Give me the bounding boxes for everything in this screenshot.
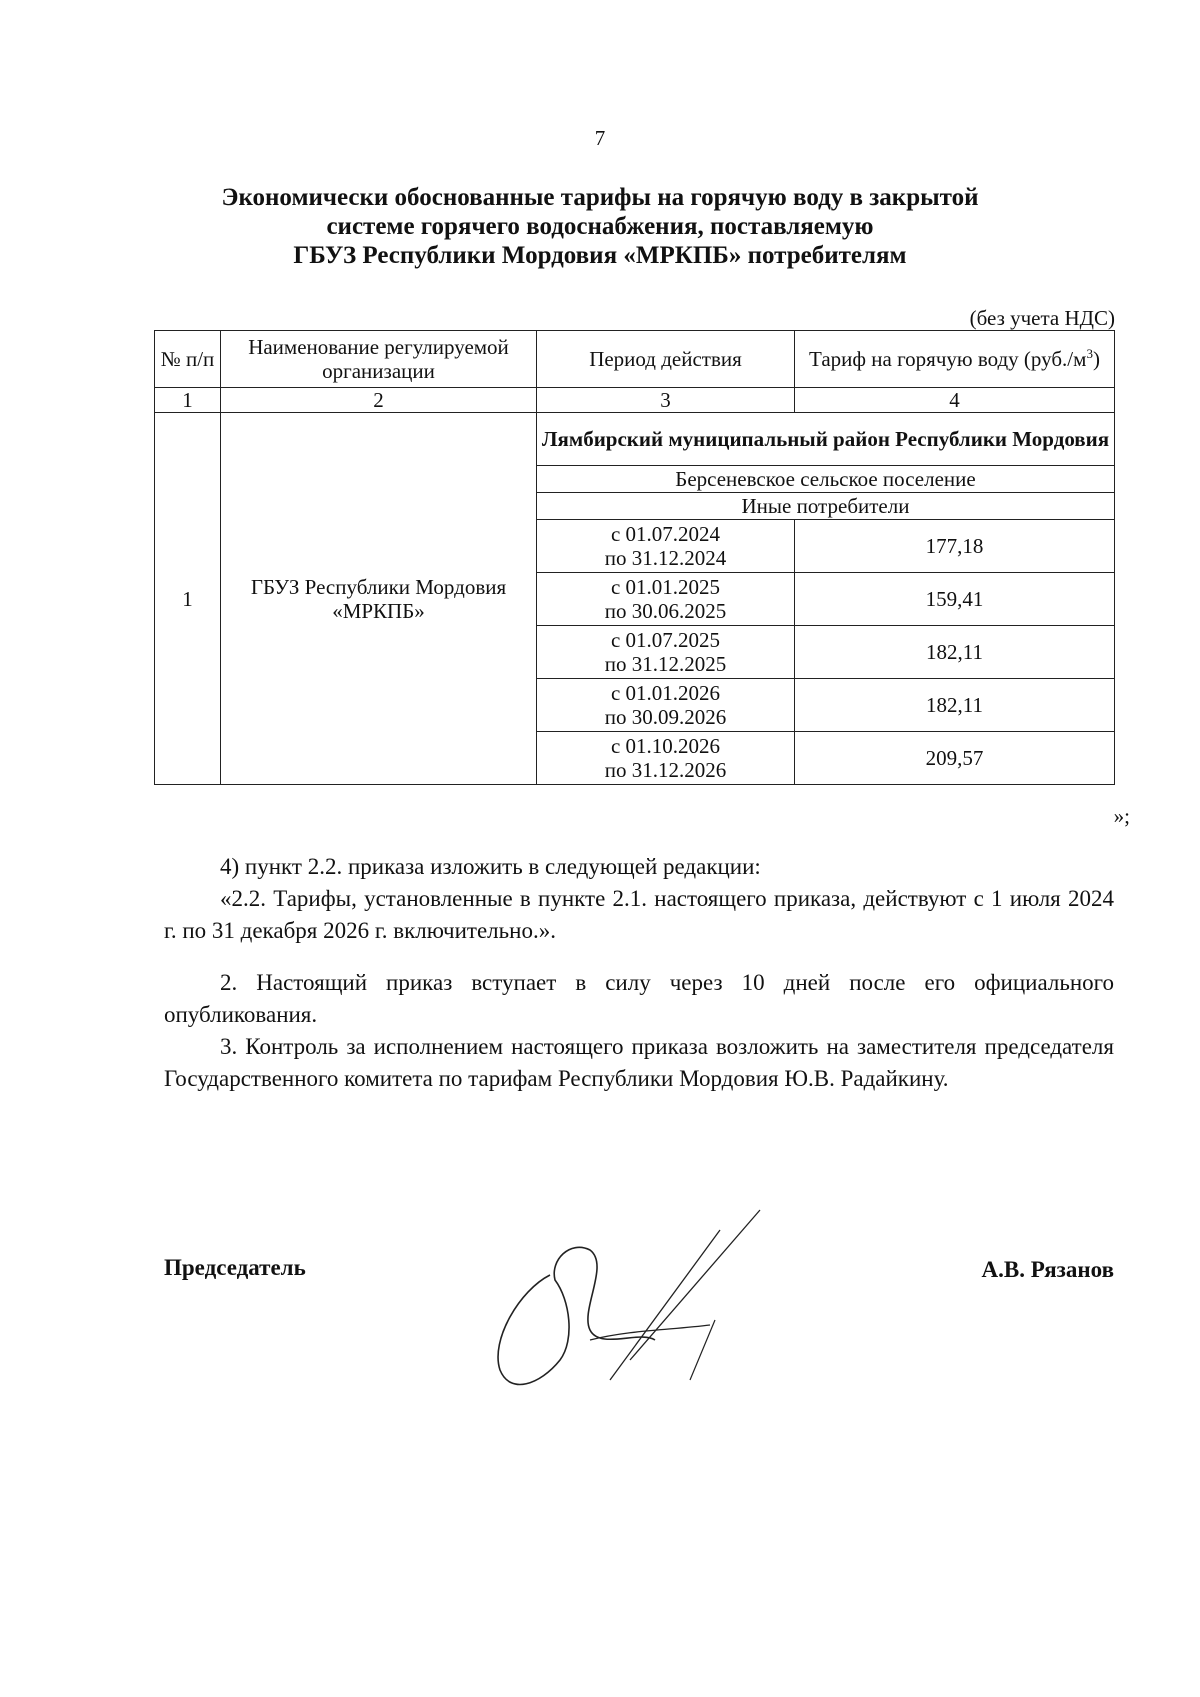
header-tariff: [795, 331, 1115, 388]
tariff-value: 182,11: [795, 626, 1115, 679]
period-to: по 31.12.2024: [604, 546, 727, 570]
period-from: с 01.10.2026: [610, 734, 721, 758]
signature-stroke: [630, 1210, 760, 1360]
period-from: с 01.07.2024: [610, 522, 721, 546]
period-to: по 31.12.2025: [604, 652, 727, 676]
paragraph-control: 3. Контроль за исполнением настоящего приказа возложить на заместителя председателя Государственного комитета по тарифам Республики Мордовия Ю.В. Радайкину.: [164, 1034, 1114, 1091]
signature-stroke: [498, 1247, 655, 1384]
tariff-value: 177,18: [795, 520, 1115, 573]
tariff-value: 182,11: [795, 679, 1115, 732]
header-period: Период действия: [537, 331, 795, 388]
header-tariff-text: Тариф на горячую воду (руб./м: [809, 347, 1087, 371]
handwritten-signature: [480, 1180, 800, 1400]
region-name: Лямбирский муниципальный район Республики Мордовия: [537, 413, 1115, 466]
period-to: по 31.12.2026: [604, 758, 727, 782]
period-cell: [537, 679, 795, 732]
period-from: с 01.01.2026: [610, 681, 721, 705]
signature-stroke: [690, 1320, 715, 1380]
body-text: [164, 851, 1114, 1095]
column-number: 2: [221, 388, 537, 413]
period-cell: [537, 626, 795, 679]
paragraph-effective-date: 2. Настоящий приказ вступает в силу через 10 дней после его официального опубликования.: [164, 970, 1114, 1027]
consumer-group: Иные потребители: [537, 493, 1115, 520]
organization-name: ГБУЗ Республики Мордовия «МРКПБ»: [221, 413, 537, 785]
period-to: по 30.09.2026: [604, 705, 727, 729]
table-row: [155, 413, 1115, 466]
period-from: с 01.07.2025: [610, 628, 721, 652]
title-line-1: Экономически обоснованные тарифы на горячую воду в закрытой: [221, 184, 979, 211]
period-cell: [537, 520, 795, 573]
header-organization: Наименование регулируемой организации: [221, 331, 537, 388]
tariff-value: 209,57: [795, 732, 1115, 785]
tariff-value: 159,41: [795, 573, 1115, 626]
title-line-2: системе горячего водоснабжения, поставляемую: [326, 213, 874, 240]
paragraph-clause-2-2: «2.2. Тарифы, установленные в пункте 2.1. настоящего приказа, действуют с 1 июля 2024 г. по 31 декабря 2026 г. включительно.».: [164, 886, 1114, 943]
column-number: 4: [795, 388, 1115, 413]
period-cell: [537, 732, 795, 785]
document-title: [150, 183, 1050, 270]
column-number: 3: [537, 388, 795, 413]
tariff-table: [154, 330, 1115, 785]
period-to: по 30.06.2025: [604, 599, 727, 623]
header-tariff-close: ): [1092, 347, 1100, 371]
settlement-name: Берсеневское сельское поселение: [537, 466, 1115, 493]
period-from: с 01.01.2025: [610, 575, 721, 599]
period-cell: [537, 573, 795, 626]
column-number-row: [155, 388, 1115, 413]
header-number: № п/п: [155, 331, 221, 388]
signer-name: А.В. Рязанов: [981, 1257, 1114, 1282]
vat-note: (без учета НДС): [969, 306, 1115, 330]
signature-stroke: [610, 1230, 720, 1380]
column-number: 1: [155, 388, 221, 413]
page-number: 7: [594, 126, 606, 150]
row-number: 1: [155, 413, 221, 785]
header-tariff-sup: 3: [1086, 346, 1093, 361]
paragraph-item-4: 4) пункт 2.2. приказа изложить в следующей редакции:: [220, 854, 761, 879]
closing-quote: »;: [1113, 804, 1130, 828]
title-line-3: ГБУЗ Республики Мордовия «МРКПБ» потребителям: [293, 242, 907, 269]
signer-position: Председатель: [164, 1255, 306, 1280]
table-header-row: [155, 331, 1115, 388]
